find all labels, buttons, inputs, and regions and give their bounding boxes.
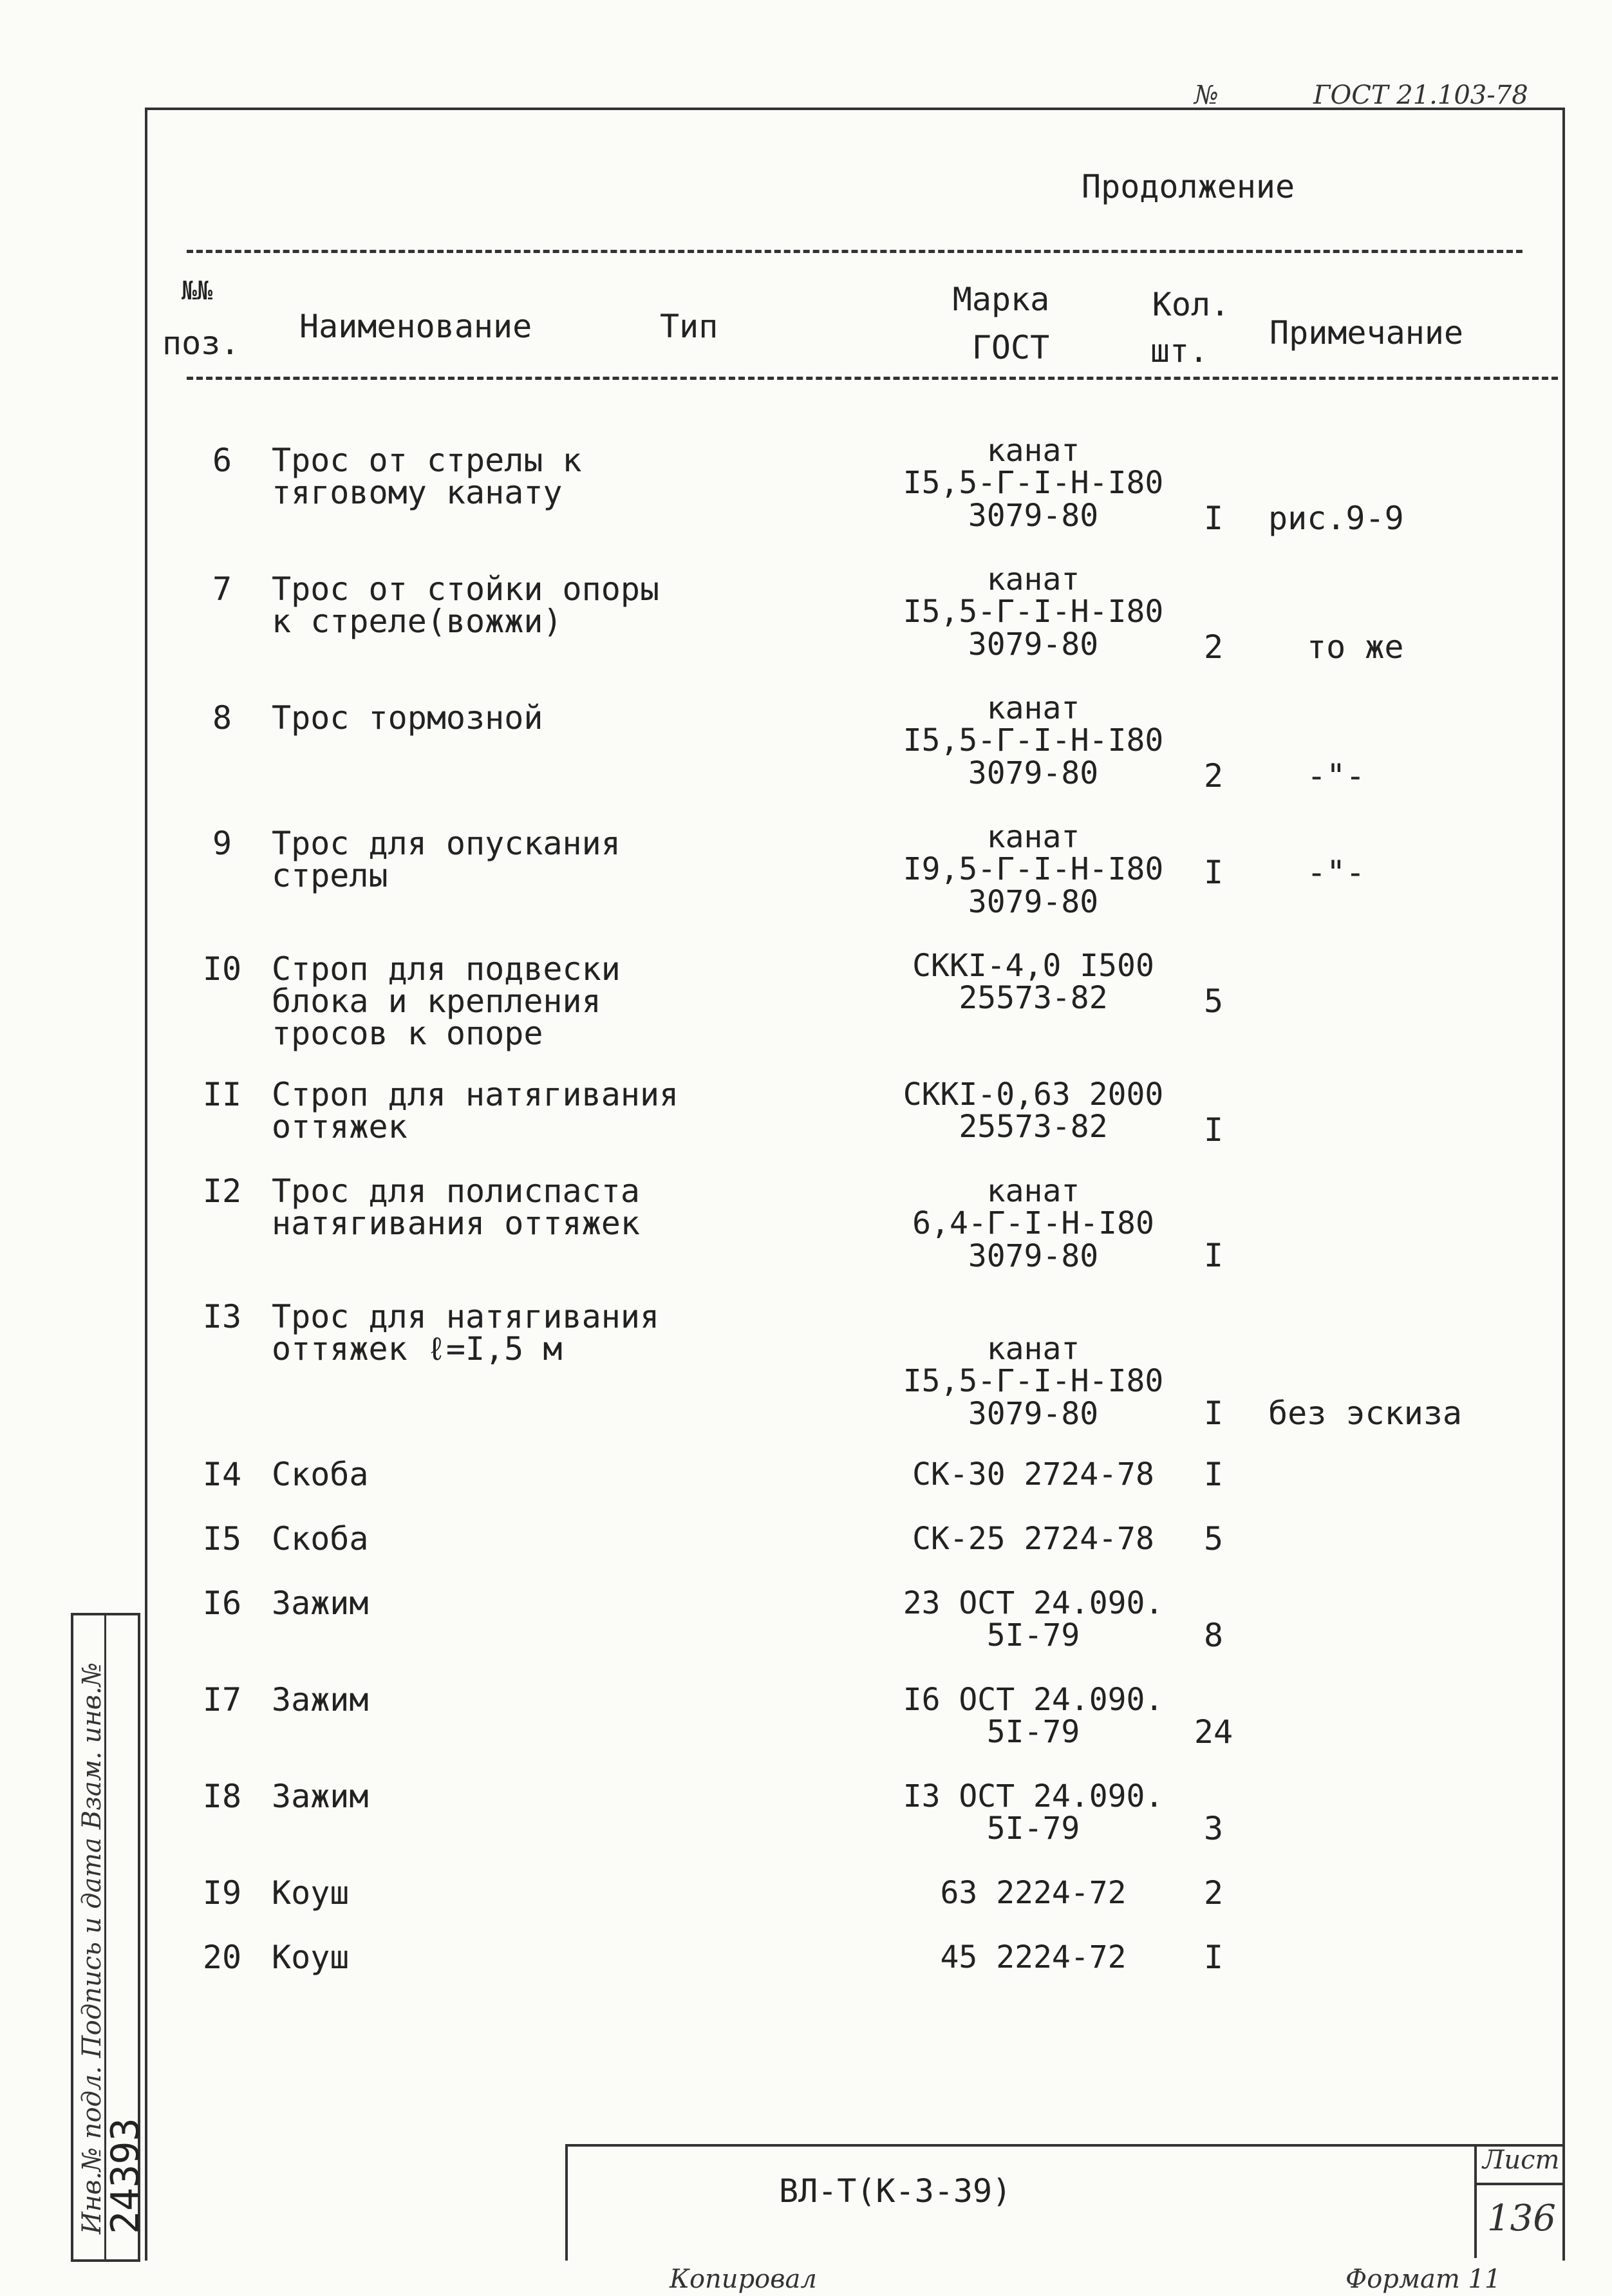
row-mark-line: 6,4-Г-I-Н-I80 — [912, 1205, 1154, 1242]
header-pos: поз. — [162, 325, 240, 362]
row-name-line: Коуш — [272, 1874, 350, 1912]
row-mark-line: СК-30 2724-78 — [912, 1456, 1154, 1492]
row-mark-gost — [903, 692, 1164, 789]
row-quantity: I — [1203, 854, 1224, 891]
row-quantity: 8 — [1203, 1617, 1224, 1654]
row-note: -"- — [1307, 757, 1365, 795]
row-name — [272, 1520, 369, 1557]
row-note: без эскиза — [1268, 1395, 1463, 1432]
row-position: II — [202, 1076, 242, 1113]
row-mark-line: I5,5-Г-I-Н-I80 — [903, 722, 1164, 759]
row-mark-line: 3079-80 — [968, 1395, 1099, 1432]
row-quantity: 5 — [1203, 983, 1224, 1020]
row-mark-gost — [912, 950, 1154, 1015]
header-top-dash — [187, 250, 1523, 253]
row-quantity: 2 — [1203, 1874, 1224, 1912]
side-strip-labels: Инв.№ подл. Подпись и дата Взам. инв.№ — [77, 1662, 107, 2234]
row-position: I2 — [202, 1172, 242, 1210]
row-name-line: Трос от стойки опоры — [272, 570, 660, 608]
row-mark-line: I9,5-Г-I-Н-I80 — [903, 851, 1164, 888]
header-mark: Марка — [952, 281, 1050, 318]
row-mark-line: 5I-79 — [986, 1811, 1080, 1847]
row-mark-gost — [903, 1078, 1164, 1143]
row-name-line: Трос от стрелы к — [272, 442, 582, 479]
row-position: I0 — [202, 950, 242, 988]
row-mark-gost — [903, 563, 1164, 661]
row-mark-line: I5,5-Г-I-Н-I80 — [903, 1363, 1164, 1400]
row-name — [272, 570, 660, 640]
row-mark-line: 25573-82 — [959, 1109, 1108, 1145]
row-position: 9 — [212, 825, 232, 862]
row-mark-line: канат — [986, 1173, 1080, 1209]
row-position: 20 — [202, 1939, 242, 1976]
row-position: I9 — [202, 1874, 242, 1912]
row-name — [272, 1681, 369, 1718]
row-position: I6 — [202, 1585, 242, 1622]
row-position: I8 — [202, 1778, 242, 1815]
row-quantity: I — [1203, 500, 1224, 537]
row-name — [272, 444, 582, 509]
row-mark-line: I5,5-Г-I-Н-I80 — [903, 465, 1164, 502]
row-mark-line: 3079-80 — [968, 497, 1099, 534]
row-mark-gost — [912, 1458, 1154, 1491]
row-mark-line: 3079-80 — [968, 755, 1099, 791]
row-name-line: Зажим — [272, 1681, 369, 1718]
row-mark-line: I6 ОСТ 24.090. — [903, 1682, 1164, 1718]
format-label: Формат 11 — [1345, 2264, 1501, 2294]
row-quantity: 5 — [1203, 1520, 1224, 1557]
row-name-line: Скоба — [272, 1456, 369, 1493]
sheet-number: 136 — [1487, 2197, 1556, 2239]
header-bottom-dash — [187, 377, 1558, 380]
header-name: Наименование — [299, 308, 532, 345]
row-name — [272, 1874, 350, 1912]
row-mark-line: 5I-79 — [986, 1617, 1080, 1654]
row-name — [272, 1778, 369, 1815]
continuation-heading: Продолжение — [1082, 168, 1295, 205]
row-mark-line: I5,5-Г-I-Н-I80 — [903, 594, 1164, 630]
row-mark-line: 3079-80 — [968, 626, 1099, 663]
row-mark-gost — [903, 1587, 1164, 1652]
row-mark-gost — [903, 1333, 1164, 1430]
row-name-line: тяговому канату — [272, 474, 563, 511]
document-code: ВЛ-Т(К-3-39) — [779, 2172, 1012, 2210]
row-quantity: I — [1203, 1111, 1224, 1149]
row-position: I7 — [202, 1681, 242, 1718]
row-position: 6 — [212, 442, 232, 479]
copied-by-label: Копировал — [670, 2264, 817, 2294]
row-name-line: натягивания оттяжек — [272, 1205, 640, 1242]
row-mark-line: 3079-80 — [968, 883, 1099, 920]
row-mark-line: 63 2224-72 — [940, 1875, 1127, 1911]
row-position: I3 — [202, 1298, 242, 1335]
row-note: то же — [1307, 628, 1404, 666]
row-mark-line: канат — [986, 690, 1080, 726]
row-quantity: I — [1203, 1939, 1224, 1976]
row-name-line: Трос для опускания — [272, 825, 621, 862]
row-name — [272, 1458, 369, 1491]
row-name — [272, 950, 621, 1052]
row-name — [272, 1172, 640, 1242]
row-mark-line: канат — [986, 1331, 1080, 1367]
row-mark-gost — [912, 1175, 1154, 1272]
row-name — [272, 1939, 350, 1976]
row-quantity: I — [1203, 1395, 1224, 1432]
row-quantity: 2 — [1203, 757, 1224, 795]
row-name-line: Строп для натягивания — [272, 1076, 679, 1113]
inventory-number: 24393 — [103, 2118, 148, 2234]
row-name-line: оттяжек — [272, 1108, 408, 1145]
row-mark-line: СККI-4,0 I500 — [912, 948, 1154, 984]
row-mark-line: СК-25 2724-78 — [912, 1521, 1154, 1557]
row-mark-line: СККI-0,63 2000 — [903, 1077, 1164, 1113]
row-name-line: блока и крепления — [272, 983, 601, 1020]
row-name-line: Строп для подвески — [272, 950, 621, 988]
row-mark-gost — [903, 435, 1164, 532]
row-mark-line: 5I-79 — [986, 1714, 1080, 1751]
row-mark-line: канат — [986, 561, 1080, 598]
row-name — [272, 1298, 660, 1368]
row-quantity: 24 — [1194, 1713, 1233, 1751]
header-qty: Кол. — [1152, 286, 1230, 323]
header-pos-top: №№ — [182, 276, 213, 306]
row-quantity: I — [1203, 1456, 1224, 1493]
row-name — [272, 827, 621, 892]
row-mark-gost — [903, 821, 1164, 918]
row-name-line: Скоба — [272, 1520, 369, 1557]
row-mark-line: 45 2224-72 — [940, 1939, 1127, 1975]
title-block — [565, 2144, 1562, 2261]
row-name-line: стрелы — [272, 857, 388, 894]
row-mark-line: 23 ОСТ 24.090. — [903, 1585, 1164, 1621]
row-name-line: Трос для полиспаста — [272, 1172, 640, 1210]
row-name-line: Зажим — [272, 1778, 369, 1815]
row-name — [272, 699, 543, 737]
row-name-line: Зажим — [272, 1585, 369, 1622]
row-mark-line: 3079-80 — [968, 1237, 1099, 1274]
header-gost: ГОСТ — [971, 329, 1050, 366]
top-note-left: № — [1194, 80, 1219, 110]
row-mark-line: канат — [986, 819, 1080, 855]
row-name-line: оттяжек ℓ=I,5 м — [272, 1330, 563, 1368]
row-name — [272, 1078, 679, 1143]
row-name-line: Трос тормозной — [272, 699, 543, 737]
row-note: рис.9-9 — [1268, 500, 1404, 537]
row-quantity: 2 — [1203, 628, 1224, 666]
row-mark-gost — [912, 1523, 1154, 1555]
row-mark-line: 25573-82 — [959, 980, 1108, 1017]
header-type: Тип — [660, 308, 718, 345]
row-position: 7 — [212, 570, 232, 608]
row-mark-line: канат — [986, 433, 1080, 469]
row-position: I5 — [202, 1520, 242, 1557]
row-name — [272, 1585, 369, 1622]
row-name-line: Трос для натягивания — [272, 1298, 660, 1335]
row-quantity: 3 — [1203, 1810, 1224, 1847]
row-quantity: I — [1203, 1237, 1224, 1274]
row-position: I4 — [202, 1456, 242, 1493]
header-qty-unit: шт. — [1150, 332, 1209, 370]
row-mark-line: I3 ОСТ 24.090. — [903, 1778, 1164, 1814]
top-note-gost: ГОСТ 21.103-78 — [1313, 80, 1528, 110]
header-note: Примечание — [1270, 314, 1464, 352]
sheet-label: Лист — [1483, 2145, 1560, 2175]
row-mark-gost — [903, 1780, 1164, 1845]
row-name-line: Коуш — [272, 1939, 350, 1976]
row-note: -"- — [1307, 854, 1365, 891]
row-mark-gost — [941, 1877, 1127, 1909]
row-mark-gost — [941, 1941, 1127, 1973]
row-mark-gost — [903, 1684, 1164, 1749]
row-name-line: тросов к опоре — [272, 1015, 543, 1052]
row-name-line: к стреле(вожжи) — [272, 603, 563, 640]
row-position: 8 — [212, 699, 232, 737]
